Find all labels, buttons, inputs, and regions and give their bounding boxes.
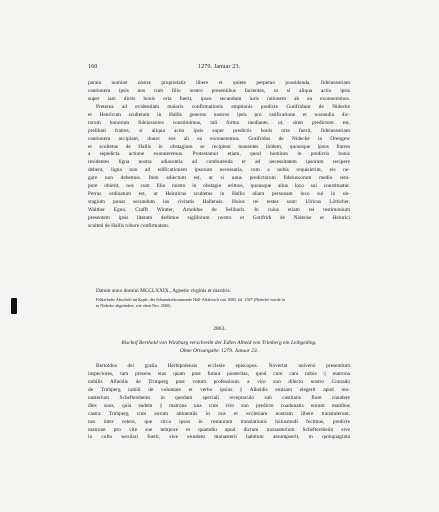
text-line: castra Trimperg cum eorum attinentiis in nos et ecclesiam nostram libere transtulerunt, bbox=[88, 410, 350, 417]
charter-text bbox=[88, 363, 350, 442]
text-line: cautionem accipiant, donec eos ab ea exonneremus. Gotifridus de Nidecke in Orengew bbox=[88, 135, 350, 142]
charter-text-continued bbox=[88, 80, 350, 231]
text-line: torum bonorum fideiussores constituimus, tali forma mediante, ut, sinut predictum est, bbox=[88, 119, 350, 126]
note-line: Fehlerhafte Abschrift im Kopb. der Johanniterkommende Hall-Affaltrach von 1680, fol. 156* (Nidecke wurde in bbox=[96, 297, 286, 302]
page-number: 160 bbox=[88, 63, 98, 70]
text-line: Preterea ad evidentiam maioris confirmationis emptionis predicte Gotifridum de Nidecke bbox=[96, 103, 350, 110]
text-line: Bertoldus dei gratia Herbipolensis ecclesie episcopus. Noverint universi presentium bbox=[96, 363, 350, 369]
text-line: de Trimperg nobili de voluntate et verbo ipsius || Alheidis emisam elegerit apud mo- bbox=[88, 386, 350, 393]
text-line: sculteti de Hallis robore confirmatam. bbox=[88, 222, 170, 229]
text-line: pore obierit, nos cum filio nostro in obstagio erimus, quousque alius loco sui constituatur. bbox=[88, 183, 350, 190]
running-title: 1279. Januar 23. bbox=[197, 63, 241, 70]
document-number: 2863. bbox=[213, 326, 226, 332]
text-line: Walther Egno, Crafft Wintter, Arnoldus de Selibach. In cuius etiam rei testimonium bbox=[88, 207, 350, 213]
text-line: gare non debemus. Item adiectum est, ut si unus predictorum fideiussorum medio tem- bbox=[88, 175, 350, 182]
text-line: et scultetus de Hallis in obstagium se recipient manentes ibidem, quousque ipsos fratres bbox=[88, 143, 350, 150]
text-line: et Henricum scultetum in Hallis generos nostros ipsis pro ratificatione et warandia dic- bbox=[88, 111, 350, 118]
source-note bbox=[96, 297, 350, 310]
text-line: cautionem ipsis nos cum filio nostro presentibus facientes, ut si aliqua actio ipsis bbox=[88, 87, 350, 94]
dating-clause: Datum anno domini MCCLXXIX., Agnetis virginis et martiris. bbox=[96, 288, 231, 294]
text-line: parata nomine nostre proprietatis libere et quiete perpetuo possidenda, fideiussoriam bbox=[88, 80, 350, 86]
text-line: prelibati fratres, si aliqua actio ipsis super predictis bonis orta fuerit, fideiussoriam bbox=[88, 127, 350, 134]
text-line: residentes ligna nostra adiacentia ad comburenda et ad necessitatem ipsorum recipere bbox=[88, 159, 350, 166]
text-line: nos inter cetera, que circa ipsos in restaurum translationis huiusmodi fecimus, predicte bbox=[88, 418, 350, 425]
page-header bbox=[88, 62, 350, 72]
text-line: stagium ponat secundum ius civitatis Hallensis. Huius rei testes sunt: Ulricus Lötticher, bbox=[88, 199, 350, 206]
title-line: Bischof Berthold von Wirzburg verschreibt der Edlen Alheid von Trimberg ein Leibgeding. bbox=[121, 340, 317, 346]
text-line: matrone pro vite sue tempore et quamdiu apud dictum monasterium Scheftersheim sive bbox=[88, 426, 350, 433]
text-line: nobilis Alheidis de Trimperg post votum professionis a viro suo dilecto nostro Conrado bbox=[88, 378, 350, 385]
document-title bbox=[88, 339, 350, 355]
text-line: super iam dictis bonis orta fuerit, ipsos secundum iuris rationem ab ea exonneremus. bbox=[88, 95, 350, 102]
text-line: debent, ligna non ad edificationem ipsorum necessaria, cum a nobis requisierint, eis ne- bbox=[88, 167, 350, 174]
text-line: dies suos, quia eadem || matrona una cum viro suo predicto coadunatis eorum manibus bbox=[88, 402, 350, 409]
text-line: presentem ipsis literam dedimus sigillorum nostro et Gotifridi de Nidecke et Heinrici bbox=[88, 214, 350, 221]
note-line: in Nidecke abgeändert, wie oben Nro. 2680). bbox=[96, 303, 172, 309]
text-line: nasterium Scheftersheim in quodam speciali receptaculo sub castitatis flore claudere bbox=[88, 394, 350, 401]
scan-margin-mark bbox=[11, 298, 17, 314]
title-line: Ohne Ortsangabe. 1279. Januar 23. bbox=[179, 348, 258, 354]
text-line: a sepedicta actione exonneremus. Protestamur etiam, quod homines in predictis bonis bbox=[88, 151, 350, 158]
text-line: in cultu seculari fuerit, sive eiusdem monasterii habitum assumpserit, in quinquaginta bbox=[88, 434, 350, 441]
text-line: inspectores, tam presens etas quam post futura posteritas, quod cum cara nobis || matrona bbox=[88, 370, 350, 377]
text-line: Petrus ordinatum est, ut Heinricus scultetus in Hallis aliam personam loco sui in ob- bbox=[88, 191, 350, 198]
